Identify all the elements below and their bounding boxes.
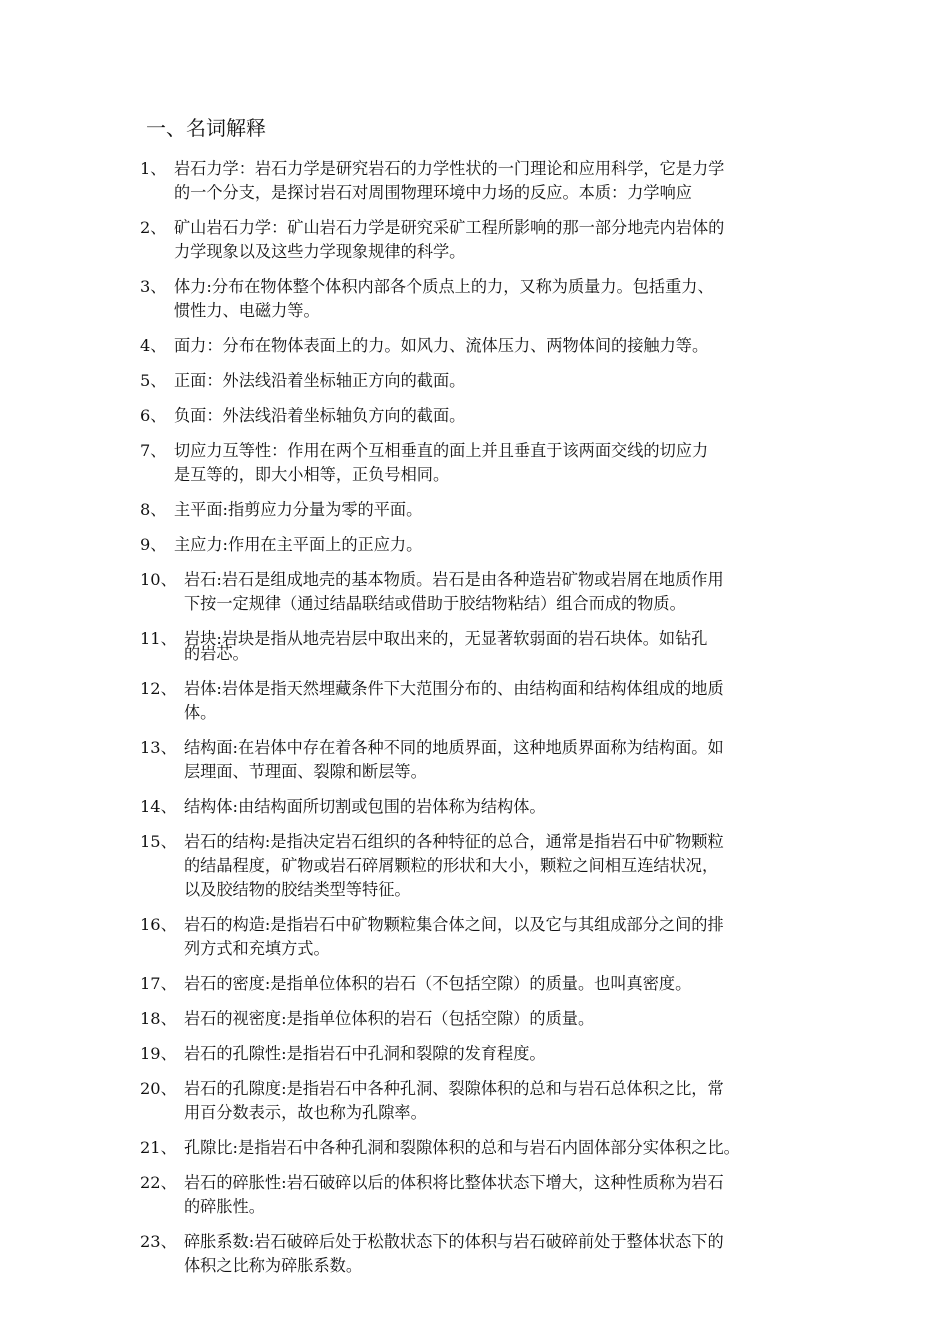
term-definition — [184, 677, 830, 725]
term-item — [140, 1136, 830, 1160]
definition-line: 体力:分布在物体整个体积内部各个质点上的力，又称为质量力。包括重力、 — [174, 277, 714, 296]
term-number: 23、 — [140, 1232, 177, 1251]
term-item — [140, 677, 830, 725]
term-definition — [174, 498, 830, 522]
term-number: 12、 — [140, 679, 177, 698]
term-item — [140, 736, 830, 784]
term-item — [140, 369, 830, 393]
definition-line: 的岩芯。 — [184, 644, 249, 663]
definition-line: 岩石的结构:是指决定岩石组织的各种特征的总合，通常是指岩石中矿物颗粒 — [184, 832, 724, 851]
section-title: 一、名词解释 — [146, 116, 266, 140]
definition-line: 碎胀系数:岩石破碎后处于松散状态下的体积与岩石破碎前处于整体状态下的 — [184, 1232, 724, 1251]
term-definition — [184, 913, 830, 961]
term-number: 6、 — [140, 406, 167, 425]
term-list — [140, 157, 830, 1289]
term-definition — [184, 972, 830, 996]
term-number: 19、 — [140, 1044, 177, 1063]
definition-line: 岩石力学：岩石力学是研究岩石的力学性状的一门理论和应用科学，它是力学 — [174, 159, 725, 178]
definition-line: 主平面:指剪应力分量为零的平面。 — [174, 500, 423, 519]
term-number: 15、 — [140, 832, 177, 851]
term-definition — [174, 404, 830, 428]
term-number: 11、 — [140, 629, 177, 648]
definition-line: 岩石的孔隙度:是指岩石中各种孔洞、裂隙体积的总和与岩石总体积之比，常 — [184, 1079, 724, 1098]
term-item — [140, 498, 830, 522]
definition-line: 层理面、节理面、裂隙和断层等。 — [184, 762, 427, 781]
term-number: 4、 — [140, 336, 167, 355]
term-item — [140, 972, 830, 996]
term-item — [140, 404, 830, 428]
term-item — [140, 1042, 830, 1066]
term-number: 2、 — [140, 218, 167, 237]
definition-line: 正面：外法线沿着坐标轴正方向的截面。 — [174, 371, 466, 390]
term-item — [140, 830, 830, 902]
definition-line: 岩体:岩体是指天然埋藏条件下大范围分布的、由结构面和结构体组成的地质 — [184, 679, 724, 698]
term-definition — [174, 439, 830, 487]
term-number: 18、 — [140, 1009, 177, 1028]
definition-line: 下按一定规律（通过结晶联结或借助于胶结物粘结）组合而成的物质。 — [184, 594, 686, 613]
term-definition — [184, 1007, 830, 1031]
term-definition — [174, 216, 830, 264]
definition-line: 岩石的构造:是指岩石中矿物颗粒集合体之间，以及它与其组成部分之间的排 — [184, 915, 724, 934]
term-item — [140, 627, 830, 666]
term-definition — [184, 568, 830, 616]
definition-line: 岩石的孔隙性:是指岩石中孔洞和裂隙的发育程度。 — [184, 1044, 546, 1063]
term-definition — [174, 157, 830, 205]
term-definition — [184, 1171, 830, 1219]
definition-line: 结构体:由结构面所切割或包围的岩体称为结构体。 — [184, 797, 546, 816]
definition-line: 岩石的密度:是指单位体积的岩石（不包括空隙）的质量。也叫真密度。 — [184, 974, 692, 993]
term-definition — [184, 1136, 830, 1160]
term-number: 21、 — [140, 1138, 177, 1157]
definition-line: 以及胶结物的胶结类型等特征。 — [184, 880, 411, 899]
term-item — [140, 216, 830, 264]
definition-line: 是互等的，即大小相等，正负号相同。 — [174, 465, 450, 484]
term-item — [140, 1230, 830, 1278]
term-number: 22、 — [140, 1173, 177, 1192]
term-item — [140, 1171, 830, 1219]
term-definition — [184, 830, 830, 902]
term-number: 20、 — [140, 1079, 177, 1098]
definition-line: 力学现象以及这些力学现象规律的科学。 — [174, 242, 466, 261]
definition-line: 用百分数表示，故也称为孔隙率。 — [184, 1103, 427, 1122]
definition-line: 主应力:作用在主平面上的正应力。 — [174, 535, 423, 554]
term-item — [140, 913, 830, 961]
definition-line: 岩石的碎胀性:岩石破碎以后的体积将比整体状态下增大，这种性质称为岩石 — [184, 1173, 724, 1192]
term-definition — [184, 627, 830, 666]
definition-line: 岩石:岩石是组成地壳的基本物质。岩石是由各种造岩矿物或岩屑在地质作用 — [184, 570, 724, 589]
term-definition — [184, 795, 830, 819]
term-definition — [174, 275, 830, 323]
term-number: 14、 — [140, 797, 177, 816]
definition-line: 惯性力、电磁力等。 — [174, 301, 320, 320]
term-item — [140, 439, 830, 487]
definition-line: 岩石的视密度:是指单位体积的岩石（包括空隙）的质量。 — [184, 1009, 595, 1028]
term-definition — [184, 1077, 830, 1125]
definition-line: 体积之比称为碎胀系数。 — [184, 1256, 363, 1275]
term-item — [140, 568, 830, 616]
term-item — [140, 795, 830, 819]
term-number: 13、 — [140, 738, 177, 757]
definition-line: 切应力互等性：作用在两个互相垂直的面上并且垂直于该两面交线的切应力 — [174, 441, 709, 460]
definition-line: 的一个分支，是探讨岩石对周围物理环境中力场的反应。本质：力学响应 — [174, 183, 692, 202]
term-number: 16、 — [140, 915, 177, 934]
term-definition — [184, 736, 830, 784]
term-number: 3、 — [140, 277, 167, 296]
term-number: 8、 — [140, 500, 167, 519]
term-item — [140, 533, 830, 557]
term-item — [140, 1007, 830, 1031]
definition-line: 列方式和充填方式。 — [184, 939, 330, 958]
definition-line: 面力：分布在物体表面上的力。如风力、流体压力、两物体间的接触力等。 — [174, 336, 709, 355]
term-item — [140, 1077, 830, 1125]
definition-line: 岩块:岩块是指从地壳岩层中取出来的，无显著软弱面的岩石块体。如钻孔 — [184, 629, 708, 648]
term-definition — [184, 1230, 830, 1278]
definition-line: 结构面:在岩体中存在着各种不同的地质界面，这种地质界面称为结构面。如 — [184, 738, 724, 757]
term-number: 1、 — [140, 159, 167, 178]
term-number: 7、 — [140, 441, 167, 460]
term-definition — [174, 334, 830, 358]
term-number: 9、 — [140, 535, 167, 554]
definition-line: 负面：外法线沿着坐标轴负方向的截面。 — [174, 406, 466, 425]
definition-line: 孔隙比:是指岩石中各种孔洞和裂隙体积的总和与岩石内固体部分实体积之比。 — [184, 1138, 740, 1157]
term-number: 5、 — [140, 371, 167, 390]
definition-line: 矿山岩石力学：矿山岩石力学是研究采矿工程所影响的那一部分地壳内岩体的 — [174, 218, 725, 237]
term-definition — [174, 369, 830, 393]
term-item — [140, 157, 830, 205]
definition-line: 的碎胀性。 — [184, 1197, 265, 1216]
term-number: 17、 — [140, 974, 177, 993]
definition-line: 的结晶程度，矿物或岩石碎屑颗粒的形状和大小，颗粒之间相互连结状况， — [184, 856, 719, 875]
term-number: 10、 — [140, 570, 177, 589]
definition-line: 体。 — [184, 703, 217, 722]
term-item — [140, 275, 830, 323]
term-definition — [174, 533, 830, 557]
term-definition — [184, 1042, 830, 1066]
term-item — [140, 334, 830, 358]
